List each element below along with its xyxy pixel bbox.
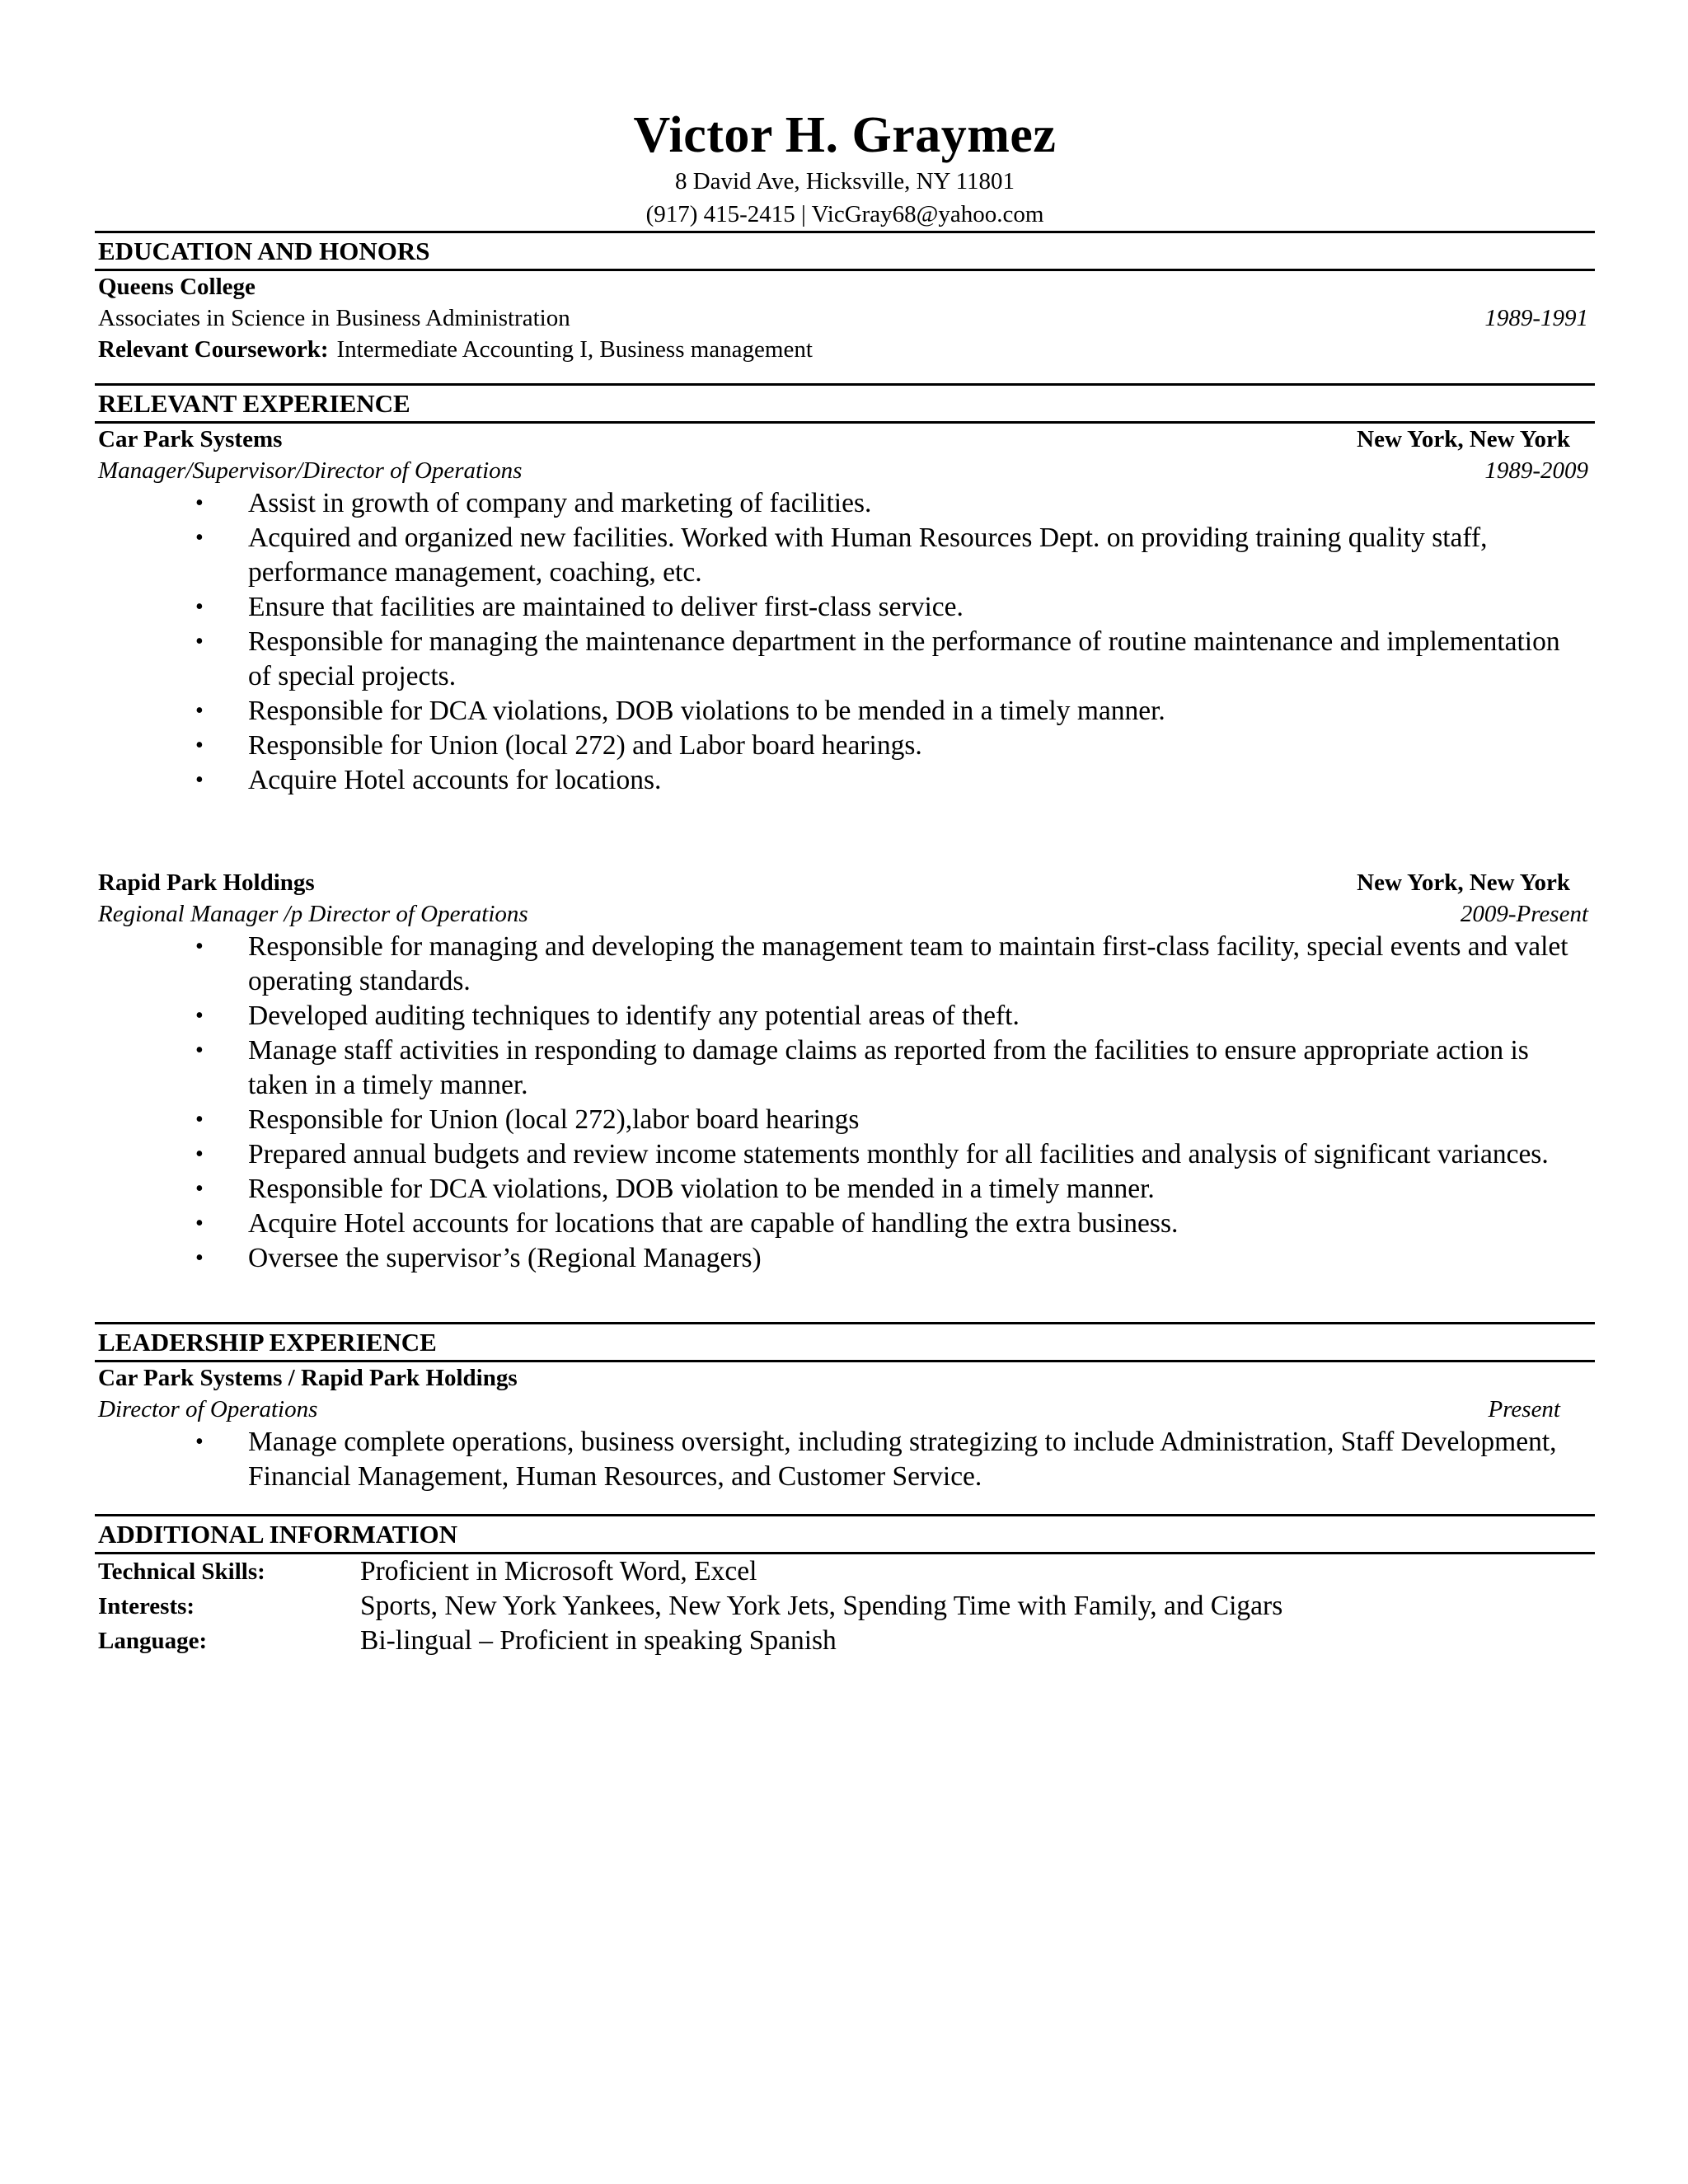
leadership-heading: LEADERSHIP EXPERIENCE [95, 1322, 1595, 1362]
info-row-technical [95, 1554, 1595, 1589]
leadership-bullets [95, 1425, 1595, 1494]
info-value: Sports, New York Yankees, New York Jets, Spending Time with Family, and Cigars [360, 1591, 1283, 1621]
info-label: Interests: [98, 1593, 195, 1619]
list-item: • Responsible for DCA violations, DOB violations to be mended in a timely manner. [95, 694, 1595, 729]
list-item: • Acquire Hotel accounts for locations that are capable of handling the extra business. [95, 1207, 1595, 1241]
address: 8 David Ave, Hicksville, NY 11801 [674, 168, 1015, 194]
info-label: Technical Skills: [98, 1558, 265, 1585]
job-dates: 1989-2009 [1484, 457, 1588, 484]
additional-heading: ADDITIONAL INFORMATION [95, 1514, 1595, 1554]
resume-page [95, 0, 1595, 1658]
job-company-row [95, 424, 1595, 455]
job-title: Regional Manager /p Director of Operations [98, 901, 528, 927]
list-item: • Ensure that facilities are maintained to deliver first-class service. [95, 590, 1595, 625]
info-value: Proficient in Microsoft Word, Excel [360, 1556, 757, 1586]
job-bullets [95, 930, 1595, 1276]
info-row-language [95, 1624, 1595, 1658]
job-location: New York, New York [1357, 426, 1570, 452]
job-company: Car Park Systems [98, 426, 283, 452]
list-item: • Acquired and organized new facilities. Worked with Human Resources Dept. on providing training quality staff, performance management, coaching, etc. [95, 521, 1595, 590]
coursework-row [95, 334, 1595, 365]
phone-email: (917) 415-2415 | VicGray68@yahoo.com [645, 201, 1044, 227]
list-item: • Oversee the supervisor’s (Regional Managers) [95, 1241, 1595, 1276]
leadership-title: Director of Operations [98, 1396, 318, 1422]
info-row-interests [95, 1589, 1595, 1624]
job-title: Manager/Supervisor/Director of Operations [98, 457, 523, 484]
list-item: • Prepared annual budgets and review income statements monthly for all facilities and analysis of significant variances. [95, 1137, 1595, 1172]
info-value: Bi-lingual – Proficient in speaking Spanish [360, 1625, 837, 1656]
leadership-org-row [95, 1362, 1595, 1394]
list-item: • Developed auditing techniques to identify any potential areas of theft. [95, 999, 1595, 1033]
job-bullets [95, 486, 1595, 798]
list-item: • Responsible for managing the maintenance department in the performance of routine maintenance and implementation of special projects. [95, 625, 1595, 694]
job-company-row [95, 867, 1595, 898]
list-item: • Acquire Hotel accounts for locations. [95, 763, 1595, 798]
resume-header [95, 0, 1595, 231]
job-title-row [95, 898, 1595, 930]
list-item: • Assist in growth of company and marketing of facilities. [95, 486, 1595, 521]
list-item: • Manage staff activities in responding to damage claims as reported from the facilities to ensure appropriate action is taken in a timely manner. [95, 1033, 1595, 1103]
leadership-org: Car Park Systems / Rapid Park Holdings [98, 1365, 518, 1391]
coursework-label: Relevant Coursework: [98, 336, 329, 363]
list-item: • Responsible for Union (local 272),labor board hearings [95, 1103, 1595, 1137]
info-label: Language: [98, 1628, 208, 1654]
list-item: • Manage complete operations, business oversight, including strategizing to include Administration, Staff Development, Financial Management, Human Resources, and Customer Service. [95, 1425, 1595, 1494]
education-dates: 1989-1991 [1484, 305, 1588, 331]
job-dates: 2009-Present [1460, 901, 1588, 927]
job-title-row [95, 455, 1595, 486]
experience-heading: RELEVANT EXPERIENCE [95, 383, 1595, 424]
list-item: • Responsible for managing and developing the management team to maintain first-class facility, special events and valet operating standards. [95, 930, 1595, 999]
leadership-title-row [95, 1394, 1595, 1425]
candidate-name: Victor H. Graymez [633, 107, 1057, 163]
job-company: Rapid Park Holdings [98, 869, 315, 896]
degree: Associates in Science in Business Administration [98, 305, 570, 331]
leadership-dates: Present [1488, 1396, 1560, 1422]
school-name [95, 271, 1595, 302]
school-label: Queens College [98, 274, 256, 300]
list-item: • Responsible for DCA violations, DOB violation to be mended in a timely manner. [95, 1172, 1595, 1207]
education-heading: EDUCATION AND HONORS [95, 231, 1595, 271]
list-item: • Responsible for Union (local 272) and Labor board hearings. [95, 729, 1595, 763]
job-location: New York, New York [1357, 869, 1570, 896]
degree-row [95, 302, 1595, 334]
coursework: Intermediate Accounting I, Business management [336, 336, 813, 363]
